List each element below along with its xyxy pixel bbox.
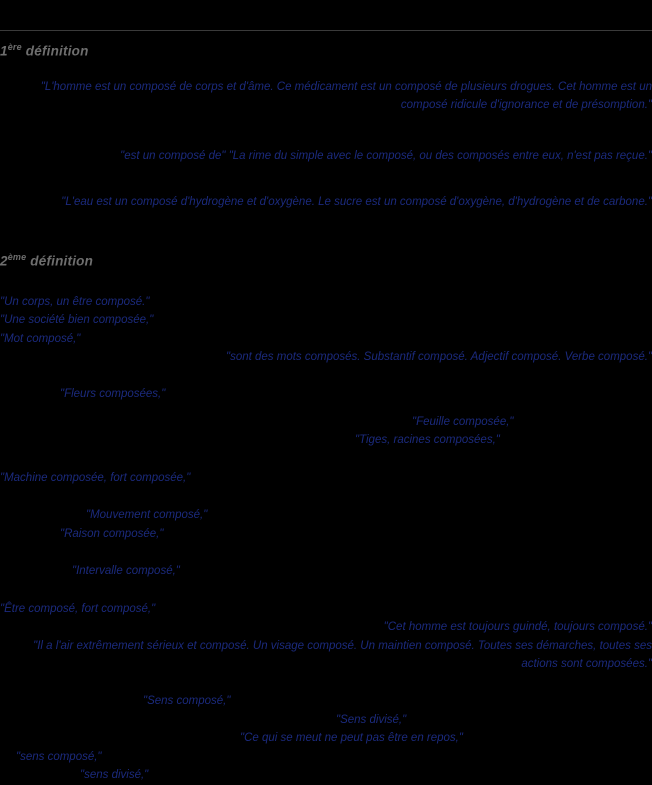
spacer [0, 450, 652, 469]
heading-label-1: définition [25, 43, 89, 59]
spacer [0, 133, 652, 147]
definition-paragraph-3: "L'eau est un composé d'hydrogène et d'oxygène. Le sucre est un composé d'oxygène, d'hydrogène et de carbone." [61, 196, 652, 208]
definition-paragraph-1: "L'homme est un composé de corps et d'âme. Ce médicament est un composé de plusieurs drogues. Cet homme est un composé ridicule d'ignorance et de présomption." [40, 80, 652, 111]
quote-line: "Mouvement composé," [86, 509, 208, 521]
quote-line: "sens divisé," [80, 769, 149, 781]
heading-number-2: 2 [0, 253, 8, 269]
quote-line: "Sens divisé," [336, 713, 407, 726]
quote-line: "Une société bien composée," [0, 314, 154, 326]
spacer [0, 581, 652, 600]
quote-line: "Ce qui se meut ne peut pas être en repos," [240, 732, 463, 744]
quote-line: "Raison composée," [60, 527, 164, 540]
quote-line: "Un corps, un être composé." [0, 295, 150, 308]
quote-paragraph: "Cet homme est toujours guindé, toujours composé." [383, 621, 652, 633]
quote-line: "Fleurs composées," [60, 388, 166, 400]
document-content [0, 42, 652, 785]
quote-paragraph: "Il a l'air extrêmement sérieux et composé. Un visage composé. Un maintien composé. Toutes ses démarches, toutes ses actions sont composées." [33, 639, 652, 670]
quote-line: "Tiges, racines composées," [355, 434, 500, 446]
quote-line: "Machine composée, fort composée," [0, 471, 191, 484]
spacer [0, 543, 652, 562]
quote-paragraph: "sont des mots composés. Substantif composé. Adjectif composé. Verbe composé." [226, 351, 652, 363]
definition-paragraph-2: "est un composé de" "La rime du simple avec le composé, ou des composés entre eux, n'est pas reçue." [120, 150, 652, 162]
spacer [0, 404, 652, 413]
section-heading-2 [0, 252, 652, 269]
spacer [0, 279, 652, 293]
spacer [0, 184, 652, 193]
heading-label-2: définition [30, 253, 94, 269]
spacer [0, 69, 652, 78]
quote-line: "Feuille composée," [412, 415, 514, 428]
section-heading-1 [0, 42, 652, 59]
spacer [0, 487, 652, 506]
top-divider [0, 30, 652, 31]
quote-line: "sens composé," [16, 750, 102, 763]
quote-line: "Mot composé," [0, 332, 81, 345]
heading-number-1: 1 [0, 43, 8, 59]
heading-ordinal-suffix-1: ère [7, 42, 22, 52]
heading-ordinal-suffix-2: ème [7, 252, 27, 262]
quote-line: "Être composé, fort composé," [0, 602, 156, 615]
quote-line: "Sens composé," [143, 695, 231, 707]
quote-line: "Intervalle composé," [72, 565, 180, 577]
